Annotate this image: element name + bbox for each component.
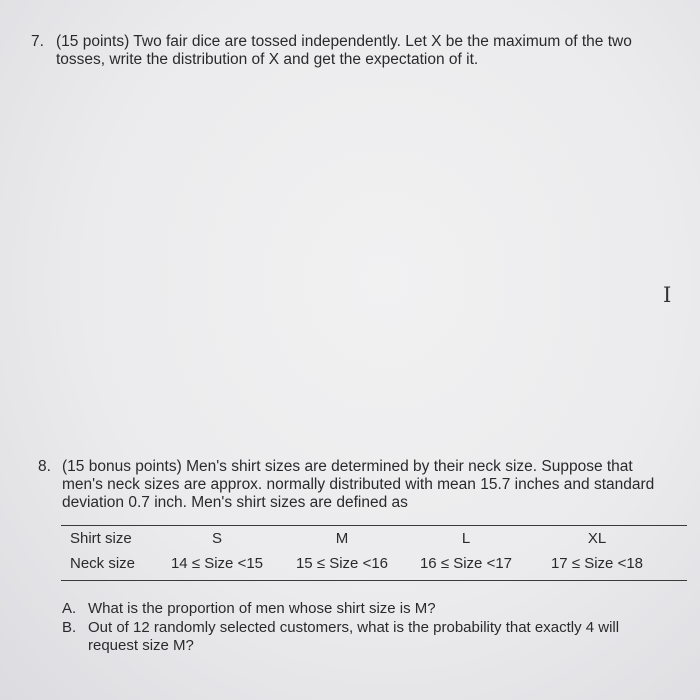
question-8-text: (15 bonus points) Men's shirt sizes are determined by their neck size. Suppose that men's neck sizes are approx. normally distributed with mean 15.7 inches and standard deviation 0.7 inch. Men's shirt sizes are defined as (62, 458, 655, 511)
question-8-number: 8. (38, 458, 51, 475)
table-cell-l: L (461, 530, 471, 547)
table-cell-m-range: 15 ≤ Size <16 (295, 555, 389, 572)
question-7-text: (15 points) Two fair dice are tossed independently. Let X be the maximum of the two tosses, write the distribution of X and get the expectation of it. (56, 33, 632, 68)
table-cell-xl-range: 17 ≤ Size <18 (550, 555, 644, 572)
table-header-shirt-size: Shirt size (70, 530, 132, 547)
part-b-label: B. (62, 619, 77, 636)
table-cell-s-range: 14 ≤ Size <15 (170, 555, 264, 572)
shirt-size-table (61, 525, 687, 581)
table-cell-s: S (211, 530, 222, 547)
text-cursor-icon: I (663, 283, 672, 307)
table-header-neck-size: Neck size (70, 555, 136, 572)
table-cell-xl: XL (587, 530, 607, 547)
table-row (61, 555, 687, 575)
part-a-label: A. (62, 600, 77, 617)
table-row (61, 530, 687, 550)
table-cell-l-range: 16 ≤ Size <17 (419, 555, 513, 572)
part-a-text: What is the proportion of men whose shirt size is M? (88, 600, 436, 617)
table-cell-m: M (335, 530, 349, 547)
part-b-text: Out of 12 randomly selected customers, what is the probability that exactly 4 will request size M? (88, 619, 620, 654)
question-7-number: 7. (31, 33, 44, 50)
